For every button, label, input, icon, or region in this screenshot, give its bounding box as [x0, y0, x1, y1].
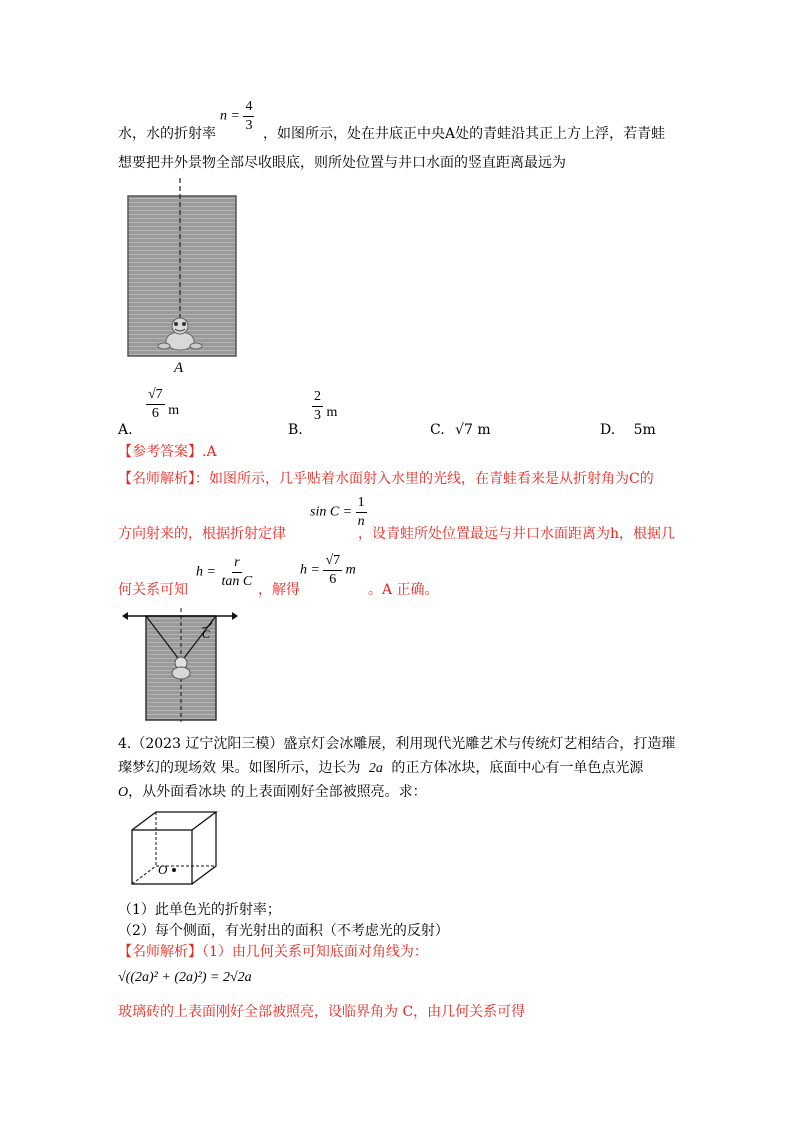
- option-c-value: √7: [455, 422, 473, 438]
- option-a-value: [146, 386, 179, 423]
- analysis-line1: 【名师解析】：如图所示，几乎贴着水面射入水里的光线，在青蛙看来是从折射角为C的: [118, 471, 654, 487]
- analysis-line3-mid: ，解得: [258, 582, 300, 598]
- h2-den: 6: [329, 572, 337, 587]
- option-b-unit: m: [326, 404, 338, 420]
- well-figure-2: [120, 606, 240, 724]
- option-d-value: 5m: [633, 422, 656, 438]
- option-b: [288, 420, 303, 440]
- analysis-line2-post: ，设青蛙所处位置最远与井口水面距离为h，根据几: [358, 526, 676, 542]
- left-arrow-icon: [122, 612, 128, 620]
- analysis-tag: 【名师解析】: [118, 944, 202, 960]
- option-b-letter: B.: [288, 422, 303, 438]
- h1-num: r: [232, 554, 241, 573]
- p4-analysis: [118, 942, 428, 962]
- sinc-num: 1: [356, 494, 367, 513]
- analysis-line3-post: 。A 正确。: [368, 582, 439, 598]
- n-den: 3: [245, 118, 253, 133]
- p4-last-line: 玻璃砖的上表面刚好全部被照亮，设临界角为 C，由几何关系可得: [118, 1004, 526, 1020]
- well-figure-1: [120, 178, 246, 374]
- cube-figure: [128, 808, 222, 888]
- p4-line3: [118, 782, 427, 803]
- analysis-line3-pre: 何关系可知: [118, 582, 188, 598]
- sinc-lhs: sin C =: [310, 504, 353, 520]
- option-a-unit: m: [168, 402, 180, 418]
- point-a-label: A: [174, 360, 184, 374]
- diagonal-formula: √((2a)² + (2a)²) = 2√2a: [118, 970, 252, 985]
- option-b-value: [312, 388, 337, 425]
- option-a-num: √7: [146, 386, 165, 405]
- h2-num: √7: [323, 552, 342, 571]
- option-d: [600, 420, 656, 440]
- option-c-letter: C.: [430, 422, 445, 438]
- p3-line1-post: ，如图所示，处在井底正中央A处的青蛙沿其正上方上浮，若青蛙: [263, 126, 666, 142]
- n-num: 4: [243, 98, 254, 117]
- option-b-den: 3: [314, 408, 321, 423]
- sinc-den: n: [357, 514, 365, 529]
- p4-line1: 4.（2023 辽宁沈阳三模）盛京灯会冰雕展，利用现代光雕艺术与传统灯艺相结合，打造璀: [118, 736, 676, 752]
- h-formula-1: [196, 554, 254, 591]
- h2-lhs: h =: [300, 562, 320, 578]
- h2-unit: m: [345, 562, 356, 578]
- option-b-num: 2: [312, 388, 323, 407]
- option-c-unit: m: [477, 422, 491, 438]
- option-a-letter: A.: [118, 422, 133, 438]
- p4-line3-post: ，从外面看冰块 的上表面刚好全部被照亮。求：: [128, 784, 427, 800]
- cube-o-label: O: [158, 862, 168, 877]
- refractive-index-formula: [220, 98, 254, 135]
- option-a-den: 6: [151, 406, 159, 421]
- option-c: [430, 420, 491, 440]
- p3-line1: [118, 124, 216, 144]
- option-a: [118, 420, 133, 440]
- edge-length: 2a: [368, 761, 383, 776]
- p4-line2-post: 的正方体冰块，底面中心有一单色点光源: [391, 760, 644, 776]
- h-formula-2: [300, 552, 356, 589]
- h1-den: tan C: [221, 574, 253, 589]
- p4-line2: [118, 758, 643, 779]
- p3-line1-text: 水，水的折射率: [118, 126, 216, 142]
- p4-line2-pre: 璨梦幻的现场效 果。如图所示，边长为: [118, 760, 361, 776]
- analysis-line2-pre: 方向射来的，根据折射定律: [118, 526, 286, 542]
- question-1: （1）此单色光的折射率；: [118, 902, 281, 918]
- angle-c-label: C: [202, 627, 211, 641]
- reference-answer: 【参考答案】.A: [118, 444, 217, 460]
- analysis-text: （1）由几何关系可知底面对角线为：: [202, 944, 428, 960]
- right-arrow-icon: [232, 612, 238, 620]
- option-d-letter: D.: [600, 422, 616, 438]
- question-2: （2）每个侧面，有光射出的面积（不考虑光的反射）: [118, 923, 449, 939]
- n-lhs: n =: [220, 108, 240, 124]
- p3-line2: 想要把井外景物全部尽收眼底，则所处位置与井口水面的竖直距离最远为: [118, 155, 566, 171]
- h1-lhs: h =: [196, 564, 216, 580]
- source-o: O: [118, 785, 129, 800]
- light-source-dot: [172, 868, 176, 872]
